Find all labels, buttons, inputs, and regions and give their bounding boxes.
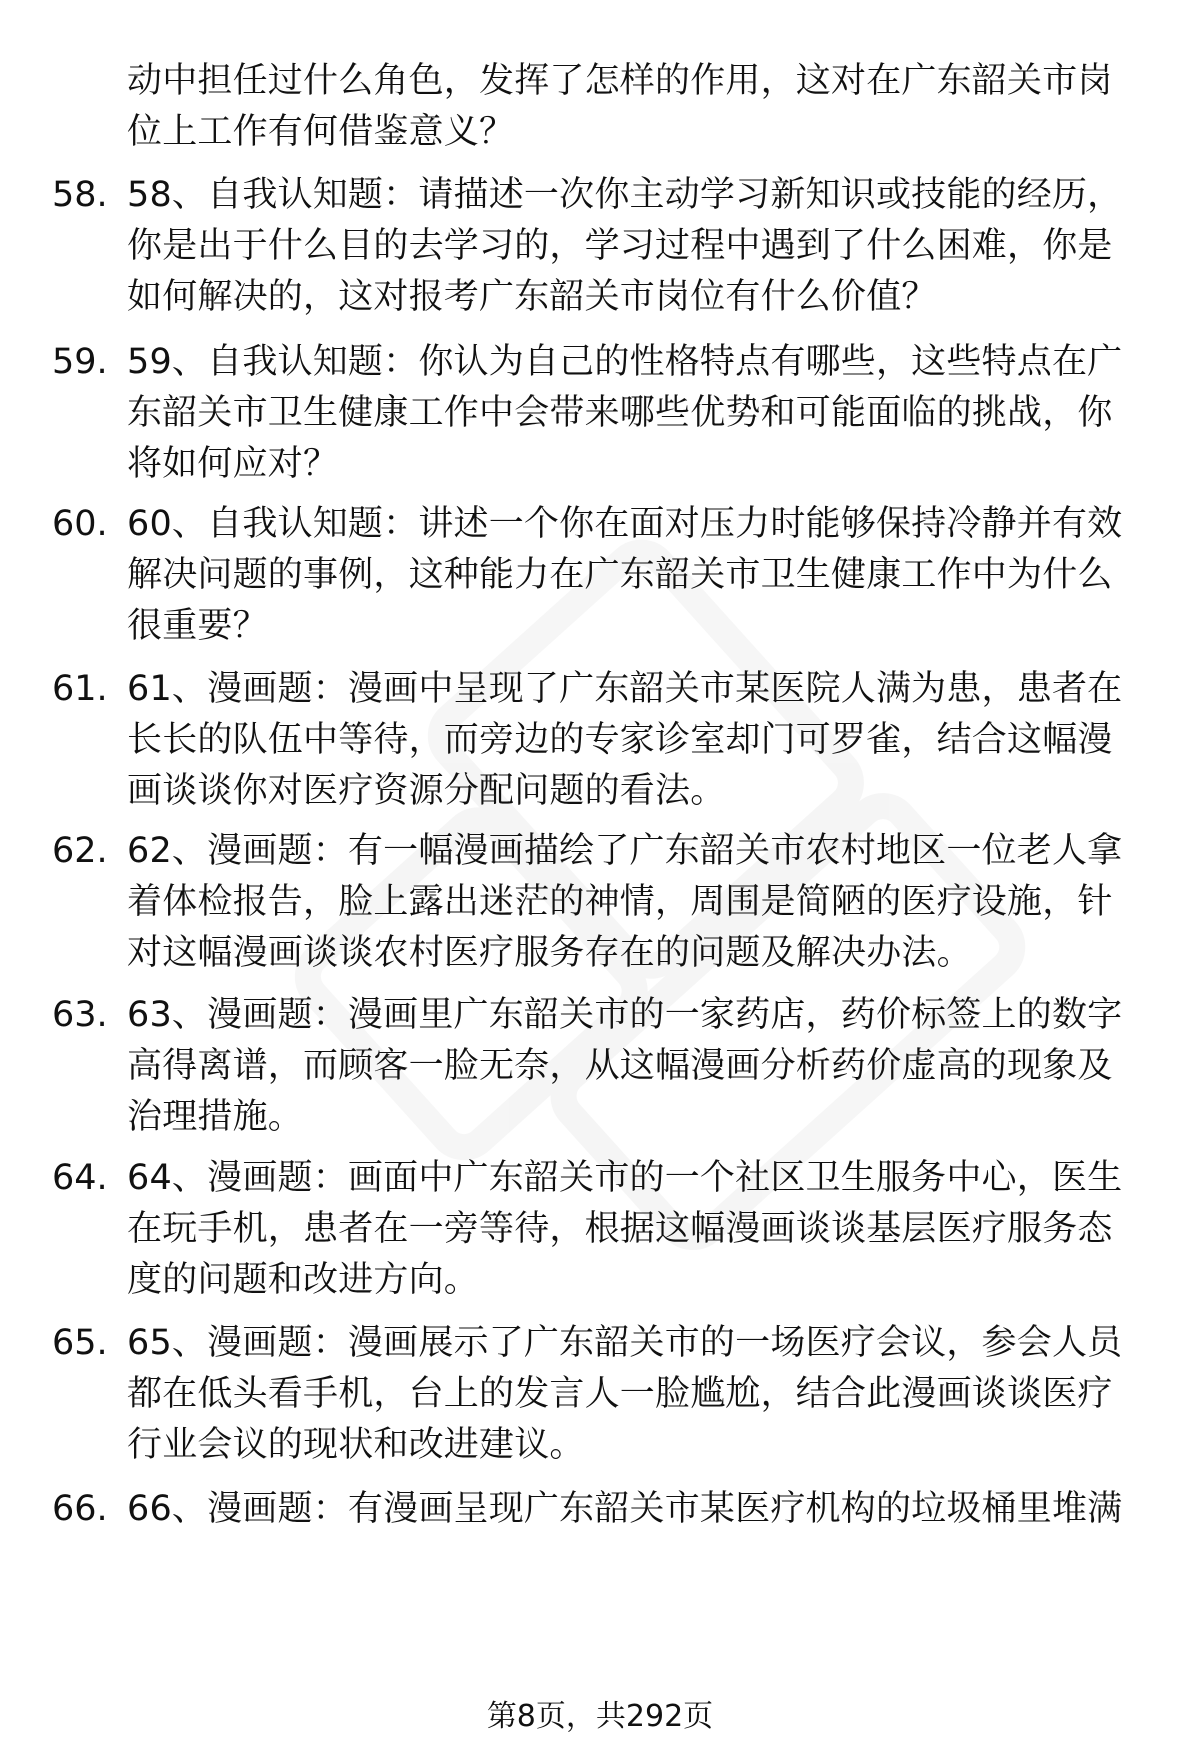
question-text: 64、漫画题：画面中广东韶关市的一个社区卫生服务中心，医生在玩手机，患者在一旁等待，根据这幅漫画谈谈基层医疗服务态度的问题和改进方向。 bbox=[127, 1158, 1123, 1300]
question-text: 60、自我认知题：讲述一个你在面对压力时能够保持冷静并有效解决问题的事例，这种能力在广东韶关市卫生健康工作中为什么很重要？ bbox=[127, 504, 1123, 646]
question-text: 63、漫画题：漫画里广东韶关市的一家药店，药价标签上的数字高得离谱，而顾客一脸无奈，从这幅漫画分析药价虚高的现象及治理措施。 bbox=[127, 995, 1123, 1137]
question-text: 66、漫画题：有漫画呈现广东韶关市某医疗机构的垃圾桶里堆满 bbox=[127, 1489, 1123, 1529]
question-text: 59、自我认知题：你认为自己的性格特点有哪些，这些特点在广东韶关市卫生健康工作中会带来哪些优势和可能面临的挑战，你将如何应对？ bbox=[127, 342, 1123, 484]
question-text: 62、漫画题：有一幅漫画描绘了广东韶关市农村地区一位老人拿着体检报告，脸上露出迷茫的神情，周围是简陋的医疗设施，针对这幅漫画谈谈农村医疗服务存在的问题及解决办法。 bbox=[127, 831, 1123, 973]
question-text: 65、漫画题：漫画展示了广东韶关市的一场医疗会议，参会人员都在低头看手机，台上的发言人一脸尴尬，结合此漫画谈谈医疗行业会议的现状和改进建议。 bbox=[127, 1323, 1123, 1465]
question-text: 61、漫画题：漫画中呈现了广东韶关市某医院人满为患，患者在长长的队伍中等待，而旁边的专家诊室却门可罗雀，结合这幅漫画谈谈你对医疗资源分配问题的看法。 bbox=[127, 669, 1123, 811]
question-number: 66. bbox=[52, 1489, 108, 1529]
question-number: 65. bbox=[52, 1323, 108, 1363]
question-number: 60. bbox=[52, 504, 108, 544]
question-number: 58. bbox=[52, 175, 108, 215]
continued-question-text: 动中担任过什么角色，发挥了怎样的作用，这对在广东韶关市岗位上工作有何借鉴意义？ bbox=[127, 61, 1113, 152]
question-number: 61. bbox=[52, 669, 108, 709]
question-number: 62. bbox=[52, 831, 108, 871]
question-text: 58、自我认知题：请描述一次你主动学习新知识或技能的经历，你是出于什么目的去学习的，学习过程中遇到了什么困难，你是如何解决的，这对报考广东韶关市岗位有什么价值？ bbox=[127, 175, 1123, 317]
question-number: 64. bbox=[52, 1158, 108, 1198]
page-footer: 第8页，共292页 bbox=[486, 1699, 714, 1734]
question-number: 59. bbox=[52, 342, 108, 382]
question-number: 63. bbox=[52, 995, 108, 1035]
